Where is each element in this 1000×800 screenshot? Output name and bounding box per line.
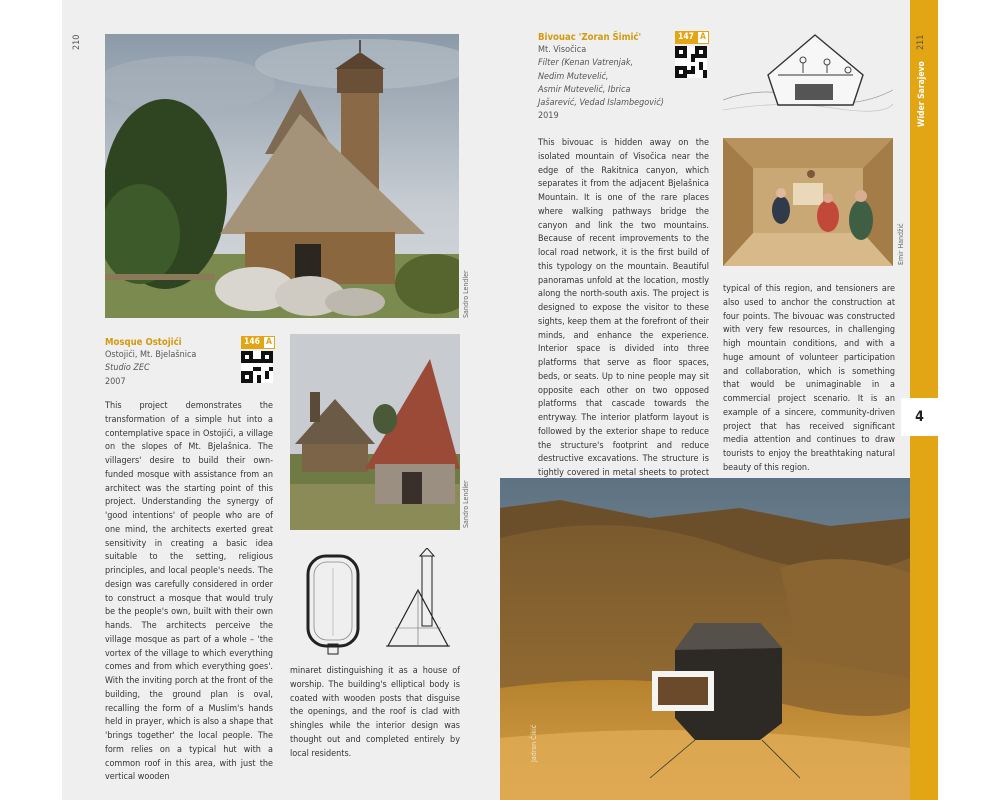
badge-number: 147 bbox=[675, 31, 697, 44]
mosque-plan-section-drawing bbox=[300, 548, 458, 658]
badge-letter: A bbox=[263, 336, 275, 349]
photo-credit: Sandro Lendler bbox=[462, 480, 470, 528]
body-text-column: This project demonstrates the transformation of a simple hut into a contemplative space in Ostojići, a village on the slopes of Mt. Bjelašnica. The villagers' desire to build their own-funded mosque with assistance from an architect was the starting point of this project. Understanding the synergy of 'good intentions' of people who are of one mind, the architects exerted great sensitivity in creating a basic idea suitable to the setting, religious principles, and local people's needs. The design was carefully considered in order to construct a mosque that would truly be the people's own, built with their own hands. The architects perceive the village mosque as part of a whole – 'the vortex of the village to which everything comes and from which everything goes'. With the inviting porch at the front of the building, the ground plan is oval, recalling the form of a Muslim's hands held in prayer, which is also a shape that 'brings together' the local people. The form relies on a typical hut with a common roof in this area, with just the vertical wooden bbox=[105, 401, 273, 783]
entry-year: 2019 bbox=[538, 111, 559, 122]
badge-letter: A bbox=[697, 31, 709, 44]
entry-architect: Studio ZEC bbox=[105, 363, 150, 374]
badge-number: 146 bbox=[241, 336, 263, 349]
mosque-second-photo bbox=[290, 334, 460, 530]
page-number-right: 211 bbox=[916, 34, 926, 50]
entry-location: Mt. Visočica bbox=[538, 45, 587, 55]
qr-code-icon[interactable] bbox=[675, 46, 707, 78]
bivouac-section-drawing bbox=[723, 30, 893, 120]
entry-architect: Filter (Kenan Vatrenjak, bbox=[538, 58, 634, 69]
mosque-exterior-photo bbox=[105, 34, 459, 318]
body-text-column: This bivouac is hidden away on the isolated mountain of Visočica near the edge of the Rakitnica canyon, which separates it from the adjacent Bjelašnica Mountain. It is one of the rare places where walking pathways bridge the canyon and link the two mountains. Because of recent improvements to the local road network, it is the first build of this typology on the mountain. Beautiful panoramas unfold at the location, mostly along the north-south axis. The project is designed to expose the visitor to these sights, keep them at the forefront of their minds, and enhance the experience. Interior space is divided into three platforms that serve as floor spaces, beds, or seats. Up to nine people may sit opposite each other on two opposed platforms that cascade towards the entryway. The interior platform layout is followed by the exterior shape to reduce the structure's footprint and reduce destructive excavations. The structure is tightly covered in metal sheets to protect bbox=[538, 138, 709, 478]
entry-year: 2007 bbox=[105, 376, 126, 387]
entry-meta bbox=[105, 349, 196, 389]
page-number-left: 210 bbox=[72, 34, 82, 50]
entry-location: Ostojići, Mt. Bjelašnica bbox=[105, 350, 197, 360]
entry-meta bbox=[538, 44, 664, 124]
map-reference-badge bbox=[675, 31, 709, 44]
body-text-column: minaret distinguishing it as a house of worship. The building's elliptical body is coated with wooden posts that disguise the openings, and the roof is clad with shingles while the interior design was thought out and completed entirely by local residents. bbox=[290, 666, 460, 759]
entry-title: Mosque Ostojići bbox=[105, 337, 182, 348]
photo-credit: Sandro Lendler bbox=[462, 270, 470, 318]
section-runner: Wider Sarajevo bbox=[917, 61, 927, 127]
body-text-column: typical of this region, and tensioners are also used to anchor the construction at four points. The bivouac was constructed with very few resources, in challenging high mountain conditions, and with a huge amount of volunteer participation and collaboration, which is something that would be unimaginable in a commercial project scenario. It is an example of a sincere, community-driven project that has received significant media attention and continues to draw tourists to enjoy the breathtaking natural beauty of this region. bbox=[723, 284, 895, 473]
photo-credit: Jadran Čikić bbox=[530, 724, 538, 762]
map-reference-badge bbox=[241, 336, 275, 349]
bivouac-interior-photo bbox=[723, 138, 893, 266]
bivouac-landscape-photo bbox=[500, 478, 910, 800]
entry-title: Bivouac 'Zoran Šimić' bbox=[538, 32, 642, 43]
photo-credit: Emir Handžić bbox=[897, 223, 905, 265]
qr-code-icon[interactable] bbox=[241, 351, 273, 383]
entry-architect: Nedim Mutevelić, bbox=[538, 71, 609, 82]
entry-architect: Asmir Mutevelić, Ibrica bbox=[538, 84, 631, 95]
chapter-tab: 4 bbox=[901, 398, 938, 436]
entry-architect: Jašarević, Vedad Islambegović) bbox=[538, 98, 664, 109]
